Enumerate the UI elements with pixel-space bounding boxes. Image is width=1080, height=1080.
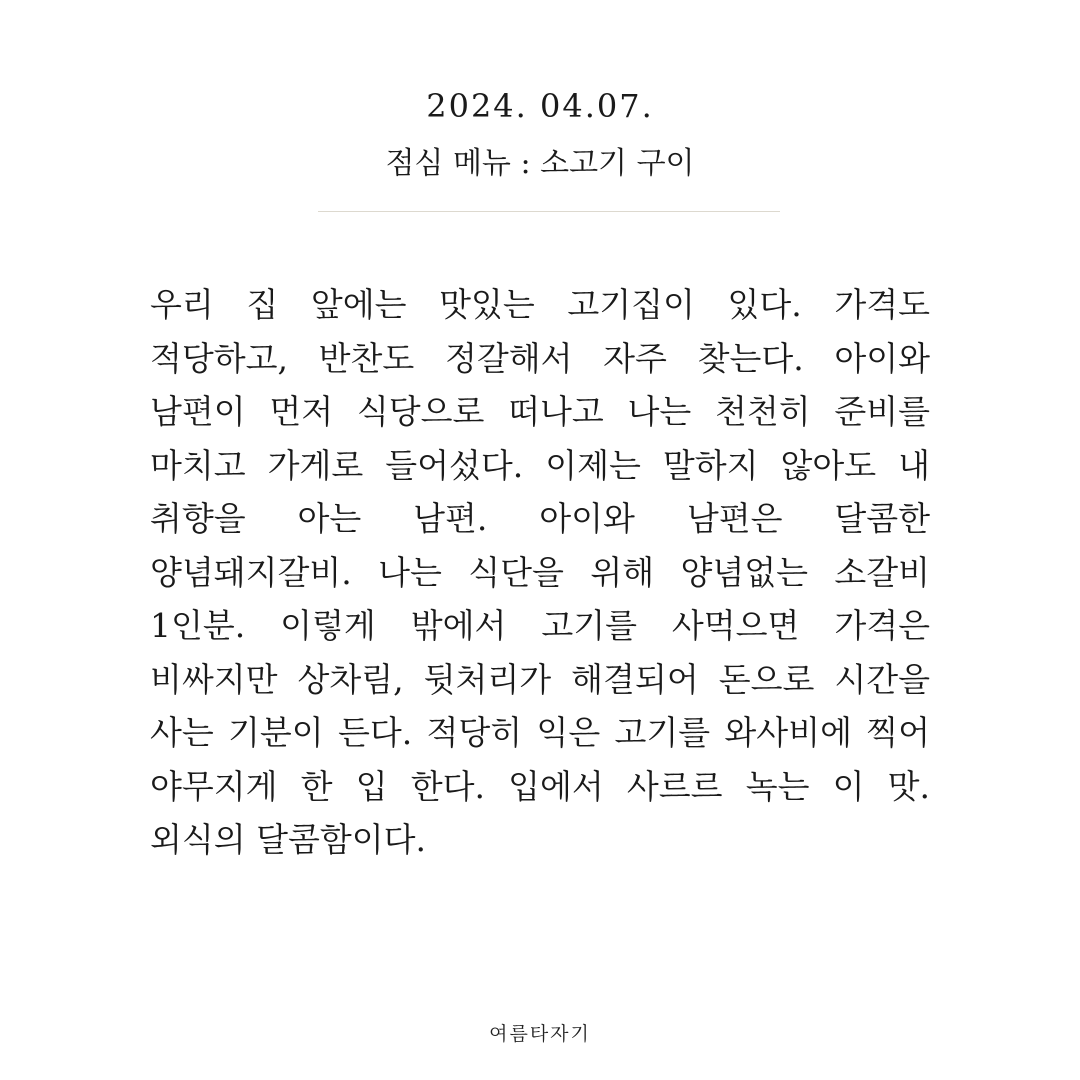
header-divider	[318, 211, 780, 212]
entry-date: 2024. 04.07.	[426, 87, 654, 125]
entry-subtitle: 점심 메뉴 : 소고기 구이	[385, 146, 695, 181]
body-text: 우리 집 앞에는 맛있는 고기집이 있다. 가격도 적당하고, 반찬도 정갈해서 자주 찾는다. 아이와 남편이 먼저 식당으로 떠나고 나는 천천히 준비를 마치고 가게로 들어섰다. 이제는 말하지 않아도 내 취향을 아는 남편. 아이와 남편은 달콤한 양념돼지갈비. 나는 식단을 위해 양념없는 소갈비 1인분. 이렇게 밖에서 고기를 사먹으면 가격은 비싸지만 상차림, 뒷처리가 해결되어 돈으로 시간을 사는 기분이 든다. 적당히 익은 고기를 와사비에 찍어 야무지게 한 입 한다. 입에서 사르르 녹는 이 맛. 외식의 달콤함이다.	[150, 285, 930, 859]
footer-signature: 여름타자기	[489, 1023, 591, 1045]
